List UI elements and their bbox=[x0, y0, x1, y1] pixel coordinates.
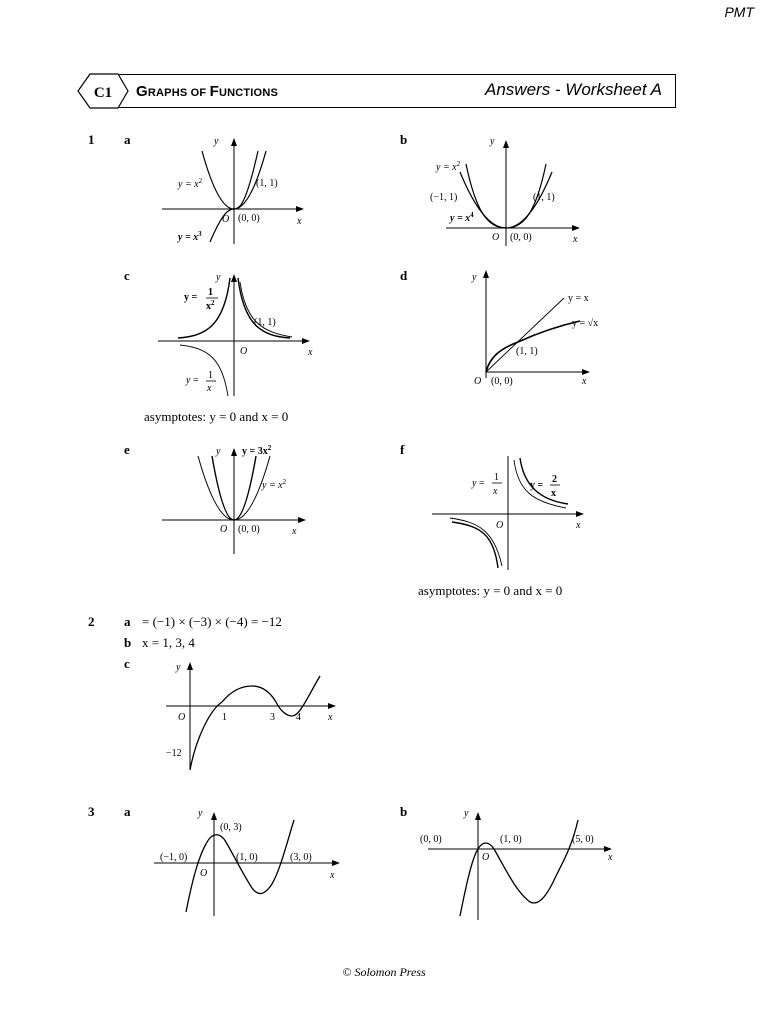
q1c-asymptotes: asymptotes: y = 0 and x = 0 bbox=[144, 409, 289, 424]
svg-text:x: x bbox=[330, 870, 335, 881]
svg-text:(3, 0): (3, 0) bbox=[290, 852, 312, 863]
graph-1e bbox=[160, 442, 310, 554]
q1c-label: c bbox=[124, 268, 130, 283]
svg-text:x: x bbox=[297, 216, 302, 227]
svg-text:(0, 0): (0, 0) bbox=[510, 232, 532, 243]
svg-text:x: x bbox=[573, 234, 578, 245]
svg-text:y = x2: $y = x^2$ bbox=[436, 160, 461, 173]
svg-text:(1, 0): (1, 0) bbox=[236, 852, 258, 863]
svg-text:(0, 0): (0, 0) bbox=[238, 213, 260, 224]
svg-text:O: O bbox=[240, 346, 248, 357]
svg-text:y =: y = bbox=[184, 292, 198, 303]
svg-text:x: x bbox=[551, 488, 556, 499]
svg-text:x: x bbox=[328, 712, 333, 723]
svg-text:1: 1 bbox=[222, 712, 227, 723]
svg-text:(0, 0): (0, 0) bbox=[491, 376, 513, 387]
q3-number: 3 bbox=[88, 804, 95, 819]
svg-text:y: y bbox=[216, 446, 221, 457]
q2b-text: x = 1, 3, 4 bbox=[142, 635, 195, 650]
q1a-label: a bbox=[124, 132, 131, 147]
svg-text:(1, 1): (1, 1) bbox=[516, 346, 538, 357]
footer-credit: © Solomon Press bbox=[342, 965, 426, 979]
svg-text:y = x4: $y = x^4$ bbox=[450, 211, 474, 224]
svg-text:y: y bbox=[490, 136, 495, 147]
svg-text:(1, 1): (1, 1) bbox=[254, 317, 276, 328]
q1d-label: d bbox=[400, 268, 408, 283]
svg-text:(1, 1): (1, 1) bbox=[533, 192, 555, 203]
q2c-label: c bbox=[124, 656, 130, 671]
svg-text:x2: $x^2$ bbox=[206, 299, 215, 312]
answers-title: Answers - Worksheet A bbox=[485, 80, 662, 99]
graph-1f bbox=[430, 452, 590, 572]
graph-3a bbox=[150, 806, 350, 918]
graph-1c bbox=[150, 268, 330, 398]
svg-text:O: O bbox=[178, 712, 186, 723]
svg-text:O: O bbox=[474, 376, 482, 387]
svg-text:x: x bbox=[207, 383, 212, 394]
svg-text:O: O bbox=[492, 232, 500, 243]
svg-text:y = x: y = x bbox=[568, 293, 589, 304]
svg-text:O: O bbox=[220, 524, 228, 535]
badge-label: C1 bbox=[93, 85, 113, 101]
graph-1d bbox=[440, 266, 600, 390]
q1f-label: f bbox=[400, 442, 405, 457]
graph-1a bbox=[160, 132, 310, 250]
svg-text:y = √x: y = √x bbox=[572, 318, 599, 329]
svg-text:y: y bbox=[214, 136, 219, 147]
q2a-text: = (−1) × (−3) × (−4) = −12 bbox=[142, 614, 282, 629]
svg-text:x: x bbox=[576, 520, 581, 531]
svg-text:y: y bbox=[472, 272, 477, 283]
svg-text:O: O bbox=[200, 868, 208, 879]
corner-tag: PMT bbox=[724, 4, 754, 20]
svg-text:(−1, 0): (−1, 0) bbox=[160, 852, 188, 863]
graph-3b bbox=[420, 806, 620, 922]
svg-text:y =: y = bbox=[472, 478, 485, 489]
section-title: GRAPHS OF FUNCTIONS bbox=[136, 83, 278, 100]
svg-text:(0, 0): (0, 0) bbox=[420, 834, 442, 845]
q1b-label: b bbox=[400, 132, 408, 147]
graph-1b bbox=[430, 132, 590, 250]
svg-text:1: 1 bbox=[208, 370, 213, 381]
svg-text:x: x bbox=[582, 376, 587, 387]
svg-text:(−1, 1): (−1, 1) bbox=[430, 192, 458, 203]
svg-text:y = x2: $y = x^2$ bbox=[178, 177, 203, 190]
q2b-label: b bbox=[124, 635, 132, 650]
svg-text:3: 3 bbox=[270, 712, 275, 723]
q3a-label: a bbox=[124, 804, 131, 819]
svg-text:4: 4 bbox=[296, 712, 301, 723]
svg-text:x: x bbox=[308, 347, 313, 358]
svg-text:(0, 0): (0, 0) bbox=[238, 524, 260, 535]
svg-text:O: O bbox=[222, 214, 230, 225]
svg-text:y = 3x2: $y = 3x^2$ bbox=[242, 444, 272, 457]
svg-text:y = x2: $y = x^2$ bbox=[262, 478, 287, 491]
svg-text:y: y bbox=[176, 662, 181, 673]
badge-hexagon bbox=[74, 72, 130, 110]
q1e-label: e bbox=[124, 442, 130, 457]
q2-number: 2 bbox=[88, 614, 95, 629]
svg-text:y: y bbox=[198, 808, 203, 819]
svg-text:(0, 3): (0, 3) bbox=[220, 822, 242, 833]
svg-text:y: y bbox=[464, 808, 469, 819]
svg-text:(1, 1): (1, 1) bbox=[256, 178, 278, 189]
svg-text:O: O bbox=[496, 520, 504, 531]
q2a-label: a bbox=[124, 614, 131, 629]
svg-text:y =: y = bbox=[186, 375, 199, 386]
q3b-label: b bbox=[400, 804, 408, 819]
svg-text:O: O bbox=[482, 852, 490, 863]
svg-text:y =: y = bbox=[530, 480, 544, 491]
svg-text:(1, 0): (1, 0) bbox=[500, 834, 522, 845]
q1f-asymptotes: asymptotes: y = 0 and x = 0 bbox=[418, 583, 563, 598]
svg-text:x: x bbox=[608, 852, 613, 863]
svg-text:(5, 0): (5, 0) bbox=[572, 834, 594, 845]
svg-text:x: x bbox=[493, 486, 498, 497]
svg-text:y = x3: $y = x^3$ bbox=[178, 230, 202, 243]
svg-text:1: 1 bbox=[494, 472, 499, 483]
svg-text:x: x bbox=[292, 526, 297, 537]
svg-text:2: 2 bbox=[552, 474, 557, 485]
svg-text:1: 1 bbox=[208, 287, 213, 298]
q1-number: 1 bbox=[88, 132, 95, 147]
svg-text:y: y bbox=[216, 272, 221, 283]
svg-text:−12: −12 bbox=[166, 748, 182, 759]
graph-2c bbox=[162, 658, 342, 776]
